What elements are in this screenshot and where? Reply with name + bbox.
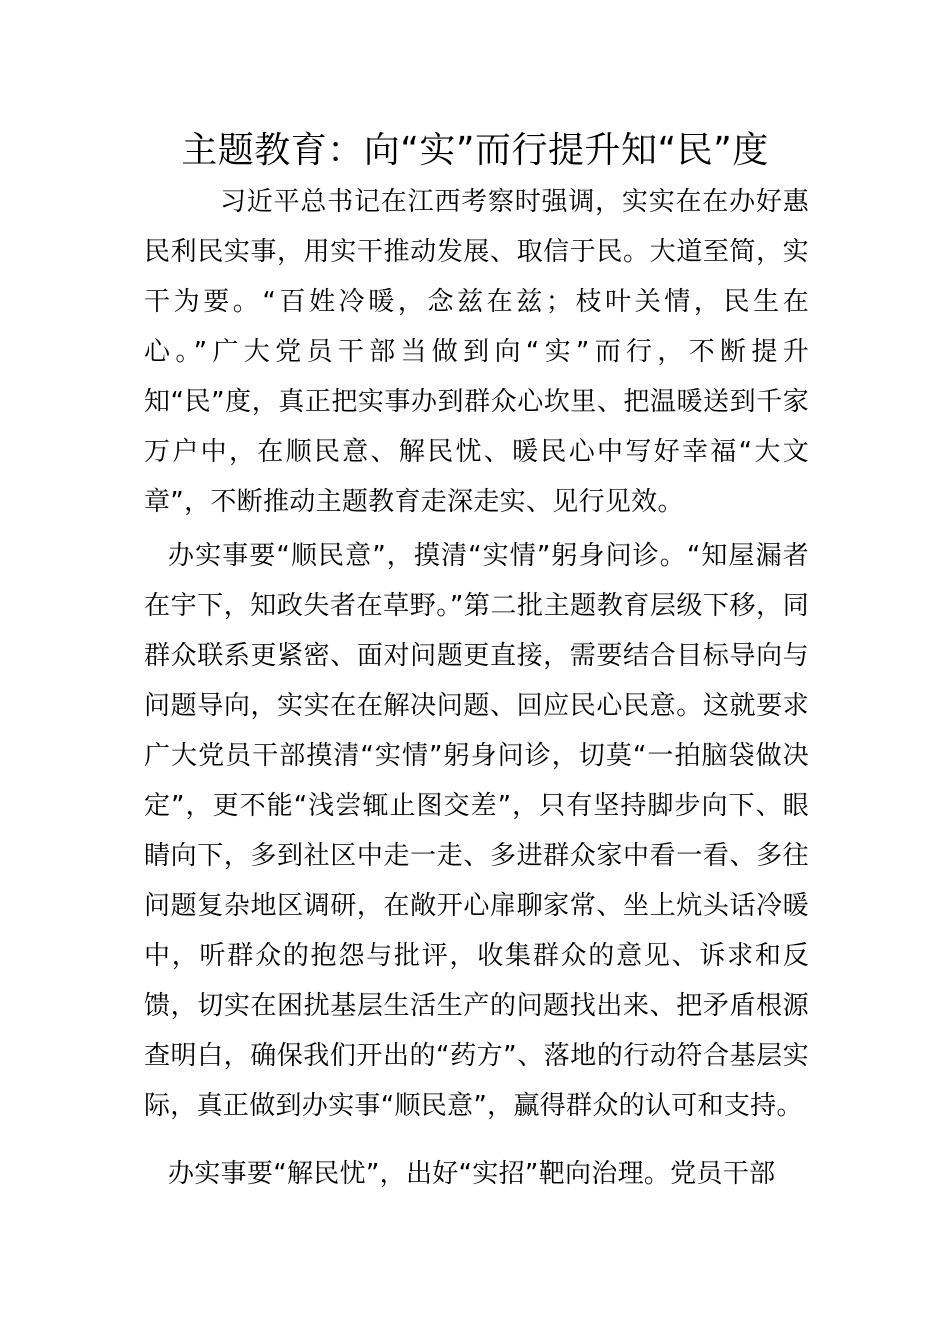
paragraph-intro: 习近平总书记在江西考察时强调，实实在在办好惠民利民实事，用实干推动发展、取信于民。大道至简，实干为要。“百姓冷暖，念兹在兹；枝叶关情，民生在心。”广大党员干部当做到向“实”而行，不断提升知“民”度，真正把实事办到群众心坎里、把温暖送到千家万户中，在顺民意、解民忧、暖民心中写好幸福“大文章”，不断推动主题教育走深走实、见行见效。 — [144, 187, 809, 517]
document-title: 主题教育：向“实”而行提升知“民”度 — [181, 130, 769, 171]
document-body — [144, 177, 809, 1199]
paragraph-shun-minyi: 办实事要“顺民意”，摸清“实情”躬身问诊。“知屋漏者在宇下，知政失者在草野。”第二批主题教育层级下移，同群众联系更紧密、面对问题更直接，需要结合目标导向与问题导向，实实在在解决问题、回应民心民意。这就要求广大党员干部摸清“实情”躬身问诊，切莫“一拍脑袋做决定”，更不能“浅尝辄止图交差”，只有坚持脚步向下、眼睛向下，多到社区中走一走、多进群众家中看一看、多往问题复杂地区调研，在敞开心扉聊家常、坐上炕头话冷暖中，听群众的抱怨与批评，收集群众的意见、诉求和反馈，切实在困扰基层生活生产的问题找出来、把矛盾根源查明白，确保我们开出的“药方”、落地的行动符合基层实际，真正做到办实事“顺民意”，赢得群众的认可和支持。 — [144, 541, 809, 1121]
paragraph-jie-minyou: 办实事要“解民忧”，出好“实招”靶向治理。党员干部 — [168, 1159, 776, 1189]
